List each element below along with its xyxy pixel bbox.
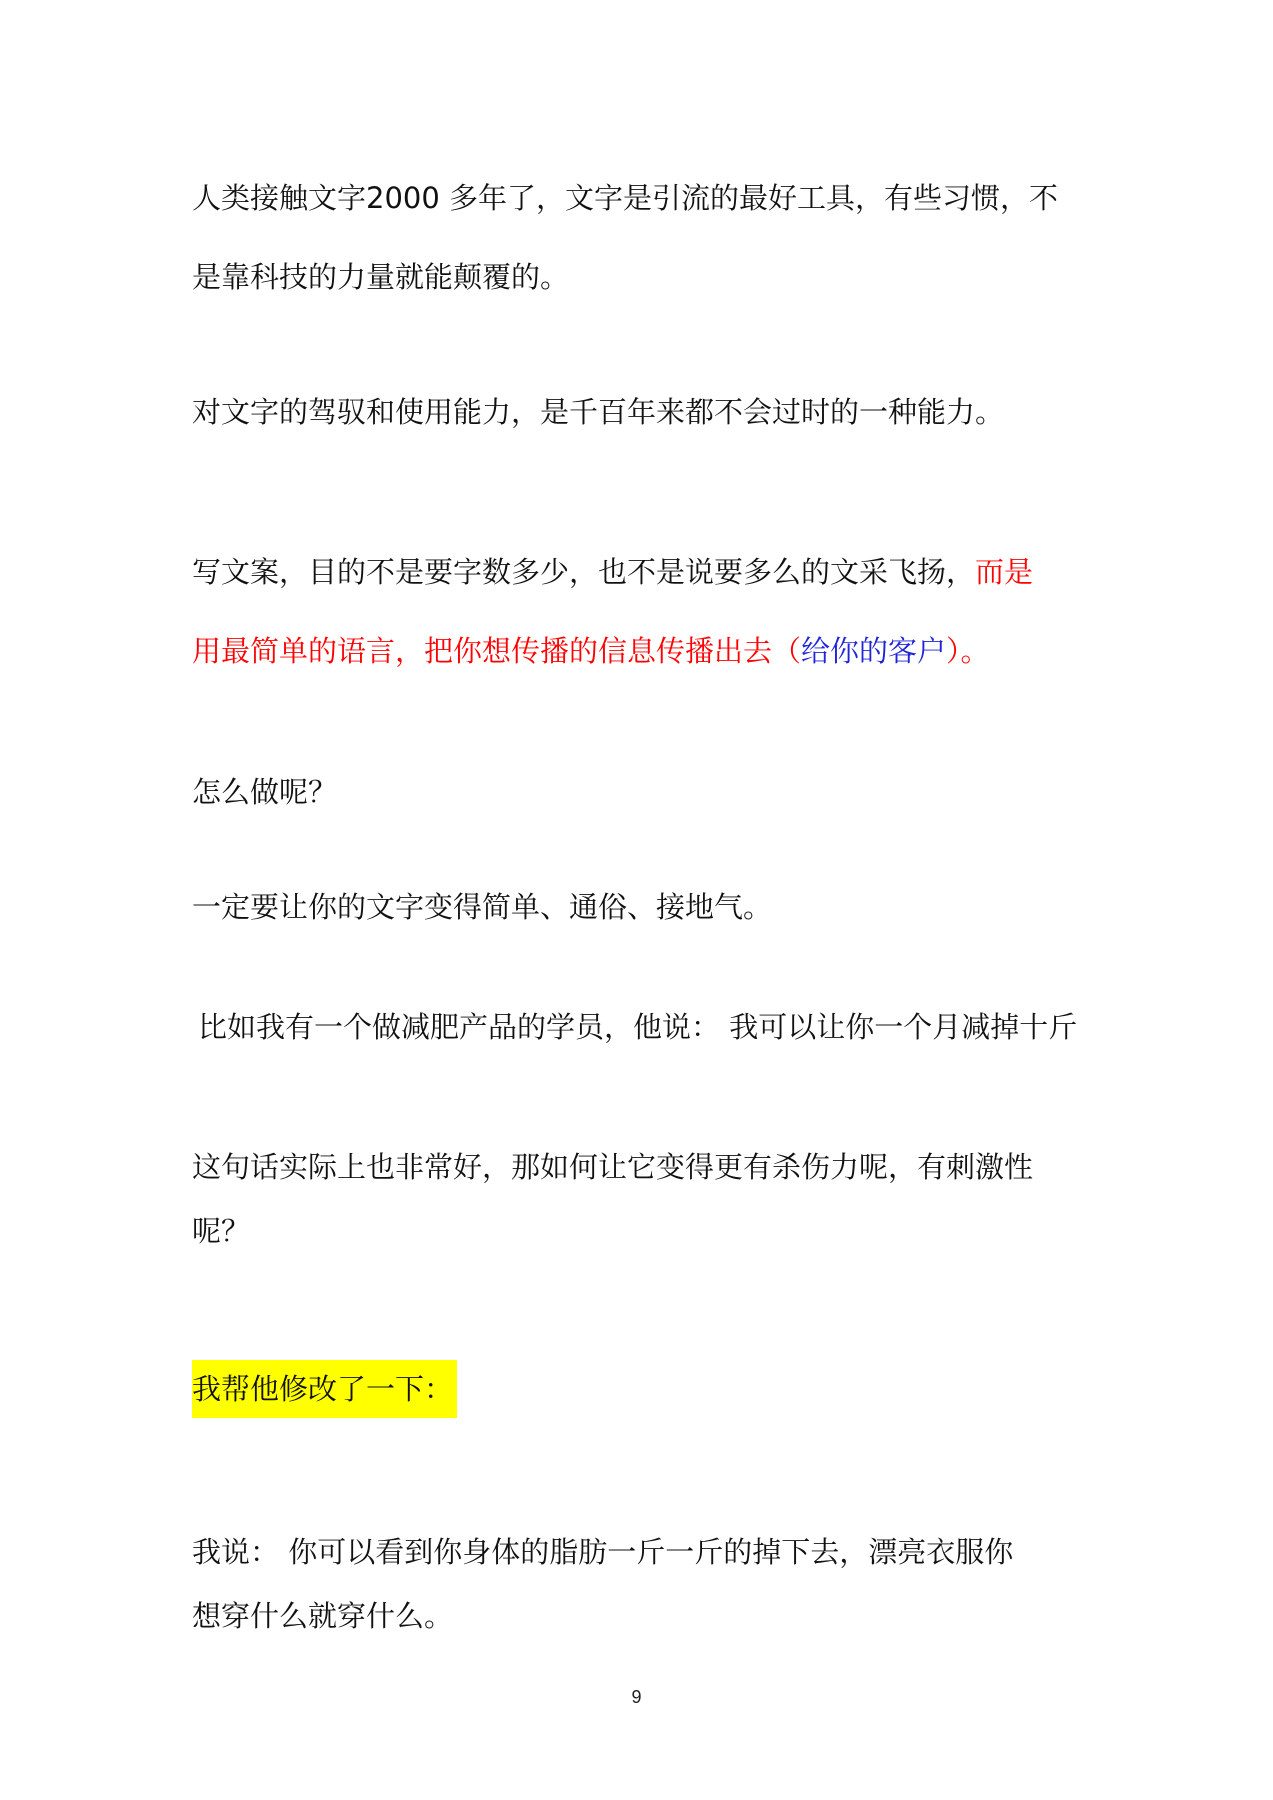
- paragraph-3-red-text-end: ）。: [946, 634, 990, 668]
- paragraph-3-normal-text: 写文案，目的不是要字数多少，也不是说要多么的文采飞扬，: [192, 555, 976, 589]
- paragraph-4: 怎么做呢？: [192, 775, 338, 809]
- paragraph-3-blue-text: 给你的客户: [801, 634, 947, 668]
- paragraph-9-line-1: 我说： 你可以看到你身体的脂肪一斤一斤的掉下去，漂亮衣服你: [192, 1535, 1014, 1569]
- paragraph-1-line-1: 人类接触文字2000 多年了，文字是引流的最好工具，有些习惯，不: [192, 181, 1059, 215]
- paragraph-3-red-text-start: 而是: [975, 555, 1034, 589]
- paragraph-6: 比如我有一个做减肥产品的学员，他说： 我可以让你一个月减掉十斤: [198, 1010, 1078, 1044]
- paragraph-3-red-text: 用最简单的语言，把你想传播的信息传播出去（: [192, 634, 802, 668]
- paragraph-1-line-2: 是靠科技的力量就能颠覆的。: [192, 260, 570, 294]
- paragraph-7-line-2: 呢？: [192, 1214, 251, 1248]
- paragraph-3-line-2: [192, 634, 1092, 668]
- paragraph-5: 一定要让你的文字变得简单、通俗、接地气。: [192, 890, 773, 924]
- paragraph-7-line-1: 这句话实际上也非常好，那如何让它变得更有杀伤力呢，有刺激性: [192, 1150, 1034, 1184]
- paragraph-2: 对文字的驾驭和使用能力，是千百年来都不会过时的一种能力。: [192, 395, 1005, 429]
- paragraph-8: [192, 1372, 1092, 1406]
- paragraph-9-line-2: 想穿什么就穿什么。: [192, 1599, 454, 1633]
- highlighted-text: 我帮他修改了一下：: [192, 1360, 457, 1418]
- paragraph-3-line-1: [192, 555, 1092, 589]
- page-number: 9: [631, 1687, 642, 1707]
